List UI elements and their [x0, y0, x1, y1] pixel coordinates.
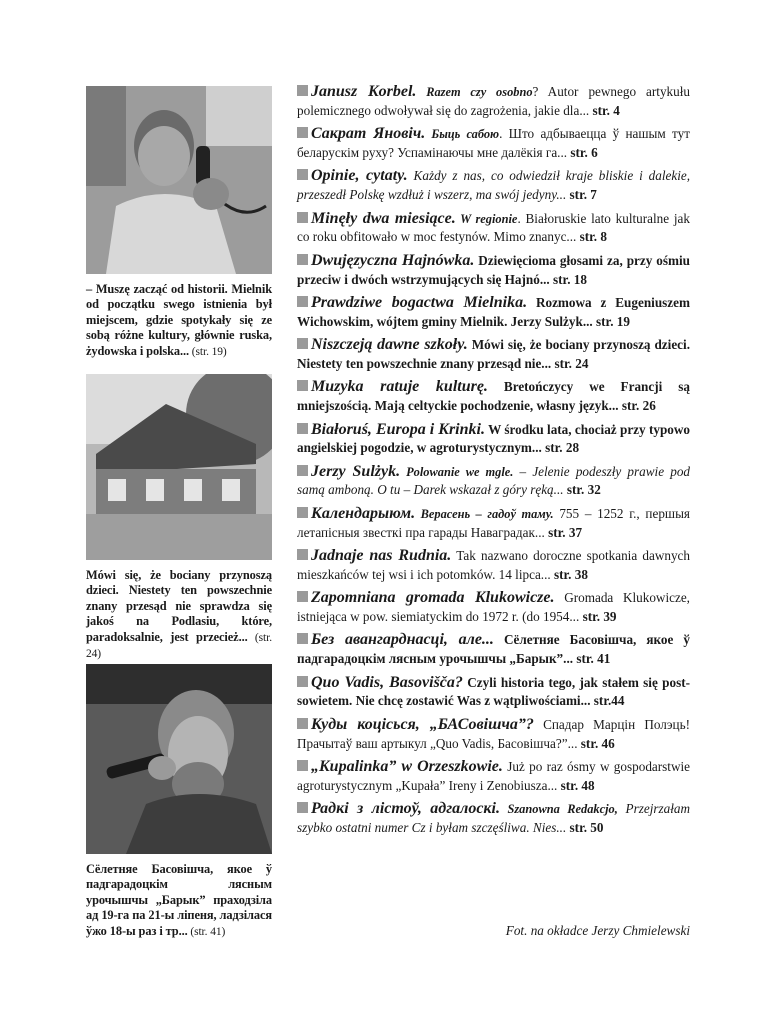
entry-page: str. 24	[551, 355, 589, 371]
bullet-square-icon	[297, 85, 308, 96]
bullet-square-icon	[297, 338, 308, 349]
entry-body: Czyli historia tego, jak stałem się post-sowietem. Nie chcę zostawić Was z wątpliwościami...	[297, 674, 691, 709]
bullet-square-icon	[297, 676, 308, 687]
toc-entry[interactable]	[297, 800, 690, 837]
entry-body: 755 – 1252 г., першыя летапісныя звесткі пра гарады Навагрaдак...	[297, 505, 690, 540]
bullet-square-icon	[297, 718, 308, 729]
toc-entry[interactable]	[297, 125, 690, 162]
entry-page: str. 8	[576, 229, 607, 245]
entry-page: str. 18	[549, 271, 587, 287]
entry-page: str. 19	[592, 313, 630, 329]
entry-page: str. 38	[550, 566, 588, 582]
entry-body: Bretończycy we Francji są mniejszością. Mają celtyckie pochodzenie, własny język...	[297, 379, 690, 414]
entry-body: – Jelenie podeszły prawie pod samą amboną. O tu – Darek wskazał z góry ręką...	[297, 463, 691, 498]
entry-title: Prawdziwe bogactwa Mielnika.	[311, 293, 528, 311]
entry-body: Każdy z nas, co odwiedził kraje bliskie i dalekie, przeszedł Polskę wzdłuż i wszerz, ma swój jedyny...	[297, 168, 691, 203]
entry-page: str. 39	[579, 609, 617, 625]
entry-page: str. 32	[563, 482, 601, 498]
toc-entry[interactable]	[297, 210, 690, 247]
bullet-square-icon	[297, 169, 308, 180]
toc-entry[interactable]	[297, 758, 690, 795]
toc-entry[interactable]	[297, 378, 690, 415]
toc-entry[interactable]	[297, 547, 690, 584]
entry-body: Gromada Klukowicze, istniejąca w pow. siemiatyckim do 1972 r. (do 1954...	[297, 590, 690, 625]
entry-title: Janusz Korbel.	[311, 83, 417, 100]
entry-body: ? Autor pewnego artykułu polemicznego odwoływał się do zagrożenia, jakie dla...	[297, 84, 690, 118]
toc-entry[interactable]	[297, 674, 690, 711]
entry-page: str.44	[590, 693, 625, 709]
entry-body: . Што адбываецца ў нашым тут беларускім руху? Успамінаючы мне далёкія га...	[297, 126, 690, 160]
entry-title: Календарыюм.	[311, 504, 416, 522]
toc-entry[interactable]	[297, 336, 690, 373]
entry-body: W środku lata, chociaż przy typowo angielskiej pogodzie, w agroturystycznym...	[297, 421, 690, 456]
caption-3: Сёлетняе Басовішча, якое ў падгарадоцкім лясным урочышчы „Барык” праходзіла ад 19-га па 21-ы ліпеня, ладзілася ўжо 18-ы раз і тр... (str. 41)	[86, 862, 272, 938]
entry-page: str. 37	[544, 524, 583, 540]
entry-page: str. 41	[573, 651, 611, 667]
entry-title: Białoruś, Europa i Krinki.	[311, 420, 485, 438]
bullet-square-icon	[297, 380, 308, 391]
bullet-square-icon	[297, 254, 308, 265]
entry-subtitle: Szanowna Redakcjo,	[500, 802, 618, 817]
toc-entry[interactable]	[297, 716, 690, 753]
bullet-square-icon	[297, 591, 308, 602]
man-on-phone-photo	[86, 86, 272, 274]
entry-page: str. 26	[618, 398, 656, 414]
toc-entry[interactable]	[297, 252, 690, 289]
entry-page: str. 7	[566, 187, 597, 203]
photo-credit: Fot. na okładce Jerzy Chmielewski	[505, 923, 690, 938]
entry-page: str. 4	[589, 102, 620, 118]
entry-subtitle: Быць сабою	[425, 127, 500, 142]
entry-body: Mówi się, że bociany przynoszą dzieci. Niestety ten powszechnie znany przesąd nie...	[297, 337, 690, 371]
entry-page: str. 6	[567, 144, 598, 160]
bullet-square-icon	[297, 760, 308, 771]
entry-subtitle: Polowanie we mgle.	[400, 464, 514, 479]
entry-page: str. 28	[541, 440, 580, 456]
entry-body: Dziewięcioma głosami za, przy ośmiu przeciw i dwóch wstrzymujących się Hajnó...	[297, 252, 690, 287]
entry-title: Zapomniana gromada Klukowicze.	[311, 589, 555, 607]
toc-entry[interactable]	[297, 167, 690, 204]
entry-title: Радкі з лістоў, адгалоскі.	[311, 800, 500, 818]
entry-title: Jerzy Sulżyk.	[311, 462, 401, 480]
entry-page: str. 50	[566, 819, 604, 835]
bullet-square-icon	[297, 802, 308, 813]
entry-body: . Białoruskie lato kulturalne jak co roku obfitowało w moc festynów. Mimo znanyc...	[297, 210, 690, 245]
toc-entry[interactable]	[297, 631, 690, 668]
bullet-square-icon	[297, 212, 308, 223]
toc-entry[interactable]	[297, 83, 690, 120]
entry-title: Quo Vadis, Basovišča?	[311, 673, 463, 691]
entry-title: Opinie, cytaty.	[311, 167, 408, 185]
table-of-contents	[297, 83, 690, 842]
entry-body: Спадар Марцін Полэць! Прачытаў ваш артыкул „Quo Vadis, Басовішча?”...	[297, 716, 690, 751]
bullet-square-icon	[297, 423, 308, 434]
bullet-square-icon	[297, 633, 308, 644]
toc-entry[interactable]	[297, 589, 690, 626]
entry-title: Niszczeją dawne szkoły.	[311, 336, 468, 354]
entry-body: Już po raz ósmy w gospodarstwie agroturystycznym „Kupała” Ireny i Zenobiusza...	[297, 759, 690, 793]
entry-title: Jadnaje nas Rudnia.	[311, 547, 452, 565]
entry-title: Сакрат Яновіч.	[311, 125, 426, 143]
wooden-house-photo	[86, 374, 272, 560]
entry-title: Minęły dwa miesiące.	[311, 209, 456, 227]
entry-title: Без авангарднасці, але...	[311, 631, 494, 649]
entry-subtitle: Razem czy osobno	[416, 85, 533, 99]
entry-title: Muzyka ratuje kulturę.	[311, 378, 488, 396]
toc-entry[interactable]	[297, 421, 690, 458]
entry-page: str. 46	[577, 735, 615, 751]
bullet-square-icon	[297, 549, 308, 560]
toc-entry[interactable]	[297, 505, 690, 542]
bullet-square-icon	[297, 465, 308, 476]
entry-title: Куды коцісься, „БАСовішча”?	[311, 715, 534, 733]
toc-entry[interactable]	[297, 463, 690, 500]
entry-title: „Kupalinka” w Orzeszkowie.	[311, 758, 503, 775]
entry-subtitle: W regionie	[455, 211, 518, 226]
entry-body: Rozmowa z Eugeniuszem Wichowskim, wójtem gminy Mielnik. Jerzy Sulżyk...	[297, 294, 690, 329]
caption-2: Mówi się, że bociany przynoszą dzieci. Niestety ten powszechnie znany przesąd nie sprawdza się jakoś na Podlasiu, które, paradoksalnie, jest przecież... (str. 24)	[86, 568, 272, 661]
bullet-square-icon	[297, 507, 308, 518]
photo-column	[86, 86, 272, 940]
singer-with-microphone-photo	[86, 664, 272, 854]
entry-body: Сёлетняе Басовішча, якое ў падгарадоцкім лясным урочышчы „Барык”...	[297, 632, 690, 667]
toc-entry[interactable]	[297, 294, 690, 331]
entry-body: Tak nazwano doroczne spotkania dawnych mieszkańców tej wsi i ich potomków. 14 lipca...	[297, 548, 690, 582]
entry-subtitle: Верасень – гадоў таму.	[415, 506, 554, 521]
caption-1: – Muszę zacząć od historii. Mielnik od początku swego istnienia był miejscem, gdzie spotykały się ze sobą różne kultury, głównie ruska, żydowska i polska... (str. 19)	[86, 282, 272, 358]
entry-page: str. 48	[557, 777, 595, 793]
bullet-square-icon	[297, 127, 308, 138]
bullet-square-icon	[297, 296, 308, 307]
entry-body: Przejrzałam szybko ostatni numer Cz i byłam szczęśliwa. Nies...	[297, 801, 690, 835]
entry-title: Dwujęzyczna Hajnówka.	[311, 251, 475, 269]
